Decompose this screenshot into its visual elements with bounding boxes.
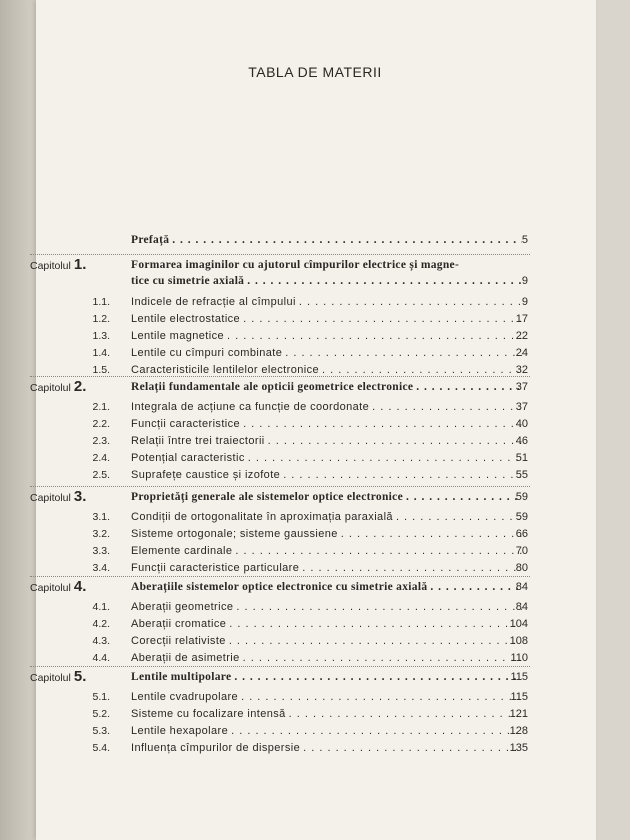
section-number: 1.4. xyxy=(92,347,110,359)
page-number: 108 xyxy=(509,635,528,647)
chapter-word: Capitolul xyxy=(30,492,71,504)
entry-title xyxy=(131,490,522,504)
entry-title-text: Corecții relativiste xyxy=(131,635,226,647)
section-number: 4.3. xyxy=(92,635,110,647)
page-number: 32 xyxy=(515,364,528,376)
entry-title xyxy=(131,527,522,541)
entry-title-text: Funcții caracteristice particulare xyxy=(131,562,300,574)
section-number: 2.2. xyxy=(92,418,110,430)
entry-title-text: Relații între trei traiectorii xyxy=(131,435,265,447)
page-number: 84 xyxy=(515,581,528,593)
entry-title-text: Suprafețe caustice și izofote xyxy=(131,469,281,481)
section-number: 5.2. xyxy=(92,708,110,720)
entry-title-text: Integrala de acțiune ca funcție de coordonate xyxy=(131,401,370,413)
page-number: 40 xyxy=(515,418,528,430)
entry-title xyxy=(131,670,522,684)
entry-title-text: Indicele de refracție al cîmpului xyxy=(131,296,296,308)
page-number: 37 xyxy=(515,401,528,413)
section-number: 4.1. xyxy=(92,601,110,613)
chapter-label xyxy=(30,258,86,273)
entry-title xyxy=(131,346,522,360)
dot-leader xyxy=(231,724,522,738)
page-number: 9 xyxy=(521,296,528,308)
page-number: 5 xyxy=(521,234,528,246)
entry-title xyxy=(131,233,522,247)
page-number: 46 xyxy=(515,435,528,447)
entry-title-text: Relații fundamentale ale opticii geometrice electronice xyxy=(131,381,414,393)
section-number: 1.2. xyxy=(92,313,110,325)
section-number: 3.1. xyxy=(92,511,110,523)
page-number: 135 xyxy=(509,742,528,754)
dot-leader xyxy=(229,634,522,648)
page-number: 70 xyxy=(515,545,528,557)
entry-title-text: Lentile electrostatice xyxy=(131,313,241,325)
chapter-word: Capitolul xyxy=(30,582,71,594)
entry-title xyxy=(131,600,522,614)
page-number: 59 xyxy=(515,491,528,503)
page-number: 59 xyxy=(515,511,528,523)
entry-title xyxy=(131,707,522,721)
dot-leader xyxy=(172,233,522,247)
entry-title-text: Aberații cromatice xyxy=(131,618,227,630)
entry-title-text: Sisteme ortogonale; sisteme gaussiene xyxy=(131,528,338,540)
chapter-number: 1. xyxy=(73,256,87,273)
entry-title xyxy=(131,400,522,414)
chapter-number: 4. xyxy=(73,578,87,595)
chapter-label xyxy=(30,380,86,395)
page-number: 110 xyxy=(510,652,528,664)
page-number: 121 xyxy=(509,708,528,720)
section-number: 2.4. xyxy=(92,452,110,464)
chapter-number: 3. xyxy=(73,488,87,505)
entry-title-text: Influența cîmpurilor de dispersie xyxy=(131,742,301,754)
chapter-separator xyxy=(30,486,530,487)
entry-title xyxy=(131,312,522,326)
chapter-label xyxy=(30,490,86,505)
page-number: 115 xyxy=(510,691,528,703)
chapter-label xyxy=(30,670,86,685)
section-number: 2.1. xyxy=(92,401,110,413)
section-number: 3.4. xyxy=(92,562,110,574)
chapter-number: 2. xyxy=(73,378,87,395)
entry-title-text: Aberațiile sistemelor optice electronice cu simetrie axială xyxy=(131,581,428,593)
entry-title-text: Proprietăți generale ale sistemelor optice electronice xyxy=(131,491,403,503)
entry-title xyxy=(131,363,522,377)
entry-title-text: Lentile cvadrupolare xyxy=(131,691,239,703)
dot-leader xyxy=(229,617,522,631)
page-number: 17 xyxy=(515,313,528,325)
entry-title-text: Prefață xyxy=(131,234,170,246)
dot-leader xyxy=(234,670,522,684)
section-number: 5.3. xyxy=(92,725,110,737)
chapter-word: Capitolul xyxy=(30,260,71,272)
chapter-word: Capitolul xyxy=(30,382,71,394)
section-number: 1.3. xyxy=(92,330,110,342)
page-number: 55 xyxy=(515,469,528,481)
entry-title-text: Caracteristicile lentilelor electronice xyxy=(131,364,320,376)
entry-title xyxy=(131,274,522,288)
page-number: 37 xyxy=(515,381,528,393)
entry-title-text: Elemente cardinale xyxy=(131,545,233,557)
entry-title xyxy=(131,561,522,575)
entry-title xyxy=(131,617,522,631)
entry-title-text: Lentile cu cîmpuri combinate xyxy=(131,347,283,359)
entry-title xyxy=(131,380,522,394)
entry-title-text: Sisteme cu focalizare intensă xyxy=(131,708,286,720)
page-number: 104 xyxy=(509,618,528,630)
entry-title-text: Funcții caracteristice xyxy=(131,418,241,430)
chapter-separator xyxy=(30,666,530,667)
page-number: 9 xyxy=(521,275,528,287)
entry-title-text: Potențial caracteristic xyxy=(131,452,245,464)
page-number: 115 xyxy=(510,671,528,683)
chapter-word: Capitolul xyxy=(30,672,71,684)
chapter-separator xyxy=(30,576,530,577)
page-number: 84 xyxy=(515,601,528,613)
entry-title xyxy=(131,451,522,465)
entry-title xyxy=(131,544,522,558)
section-number: 3.3. xyxy=(92,545,110,557)
section-number: 1.1. xyxy=(92,296,110,308)
entry-title xyxy=(131,434,522,448)
entry-title-text: Formarea imaginilor cu ajutorul cîmpurilor electrice și magne- xyxy=(131,259,460,271)
page-number: 66 xyxy=(515,528,528,540)
section-number: 5.4. xyxy=(92,742,110,754)
entry-title xyxy=(131,468,522,482)
entry-title-text: Aberații geometrice xyxy=(131,601,234,613)
entry-title xyxy=(131,417,522,431)
dot-leader xyxy=(227,329,522,343)
page-title: TABLA DE MATERII xyxy=(248,64,382,80)
chapter-label xyxy=(30,580,86,595)
page-number: 24 xyxy=(515,347,528,359)
section-number: 5.1. xyxy=(92,691,110,703)
entry-title xyxy=(131,651,522,665)
entry-title xyxy=(131,690,522,704)
entry-title-text: Lentile hexapolare xyxy=(131,725,229,737)
section-number: 4.4. xyxy=(92,652,110,664)
entry-title xyxy=(131,510,522,524)
entry-title xyxy=(131,258,522,272)
section-number: 2.3. xyxy=(92,435,110,447)
entry-title xyxy=(131,724,522,738)
page-number: 51 xyxy=(515,452,528,464)
entry-title-text: Aberații de asimetrie xyxy=(131,652,240,664)
entry-title-text: tice cu simetrie axială xyxy=(131,275,245,287)
chapter-separator xyxy=(30,376,530,377)
page-number: 80 xyxy=(515,562,528,574)
section-number: 3.2. xyxy=(92,528,110,540)
entry-title-text: Condiții de ortogonalitate în aproximația paraxială xyxy=(131,511,393,523)
chapter-separator xyxy=(30,254,530,255)
entry-title xyxy=(131,741,522,755)
entry-title xyxy=(131,634,522,648)
dot-leader xyxy=(235,544,522,558)
entry-title xyxy=(131,580,522,594)
entry-title-text: Lentile multipolare xyxy=(131,671,232,683)
section-number: 4.2. xyxy=(92,618,110,630)
section-number: 1.5. xyxy=(92,364,110,376)
entry-title xyxy=(131,295,522,309)
entry-title xyxy=(131,329,522,343)
section-number: 2.5. xyxy=(92,469,110,481)
page-number: 22 xyxy=(515,330,528,342)
entry-title-text: Lentile magnetice xyxy=(131,330,225,342)
chapter-number: 5. xyxy=(73,668,87,685)
page-number: 128 xyxy=(509,725,528,737)
